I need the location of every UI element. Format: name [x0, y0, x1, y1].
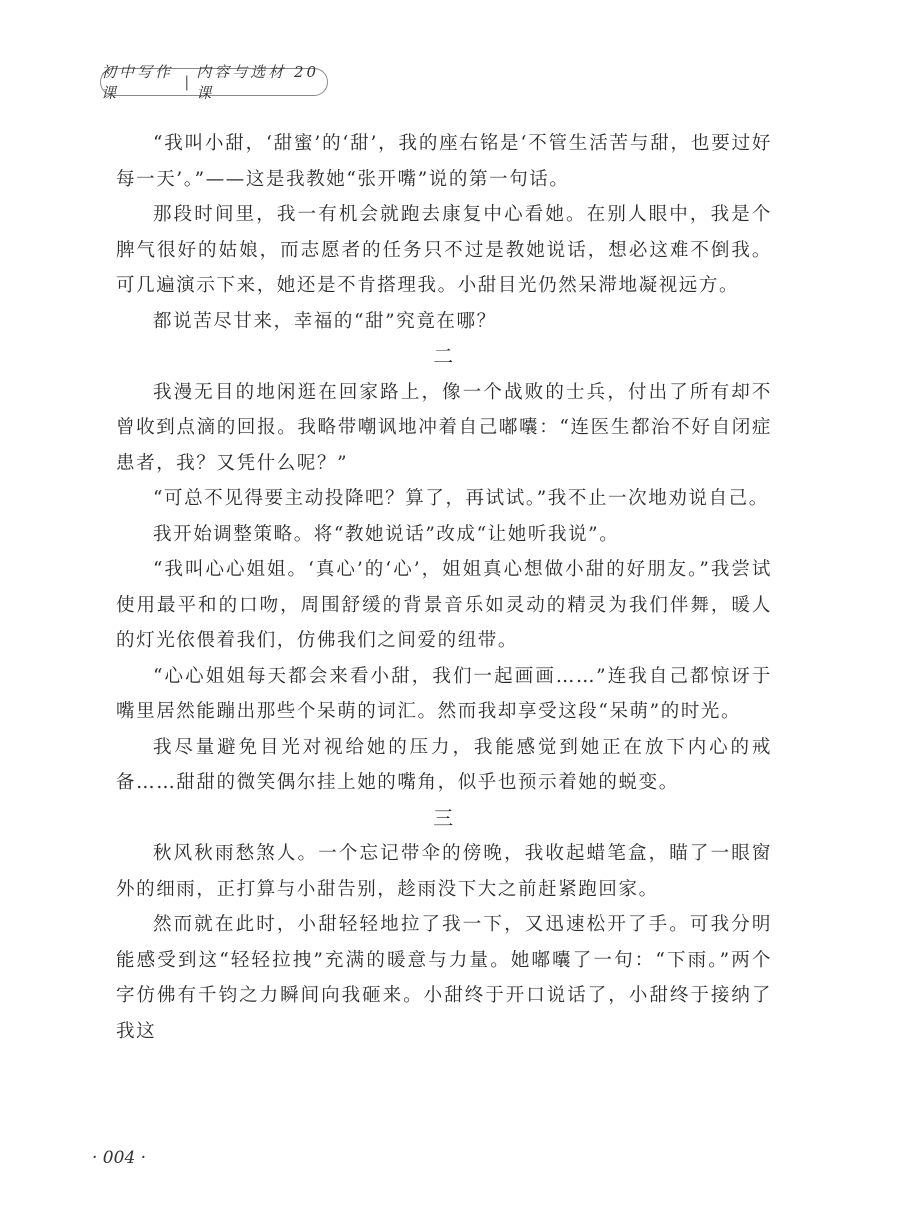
header-subtitle: 内容与选材 20 课	[196, 63, 320, 102]
paragraph: “可总不见得要主动投降吧？算了，再试试。”我不止一次地劝说自己。	[153, 488, 769, 509]
paragraph: “我叫心心姐姐。‘真心’的‘心’，姐姐真心想做小甜的好朋友。”我尝试使用最平和的口吻，周围舒缓的背景音乐如灵动的精灵为我们伴舞，暖人的灯光依偎着我们，仿佛我们之间爱的纽带。	[116, 559, 772, 651]
body-text	[116, 126, 772, 1049]
paragraph: 我开始调整策略。将“教她说话”改成“让她听我说”。	[153, 523, 620, 545]
paragraph: 那段时间里，我一有机会就跑去康复中心看她。在别人眼中，我是个脾气很好的姑娘，而志愿者的任务只不过是教她说话，想必这难不倒我。可几遍演示下来，她还是不肯搭理我。小甜目光仍然呆滞地凝视远方。	[116, 204, 772, 296]
page-number: · 004 ·	[92, 1148, 147, 1168]
paragraph: 我尽量避免目光对视给她的压力，我能感觉到她正在放下内心的戒备……甜甜的微笑偶尔挂上她的嘴角，似乎也预示着她的蜕变。	[116, 736, 772, 793]
paragraph: “心心姐姐每天都会来看小甜，我们一起画画……”连我自己都惊讶于嘴里居然能蹦出那些个呆萌的词汇。然而我却享受这段“呆萌”的时光。	[116, 665, 772, 722]
paragraph: 秋风秋雨愁煞人。一个忘记带伞的傍晚，我收起蜡笔盒，瞄了一眼窗外的细雨，正打算与小甜告别，趁雨没下大之前赶紧跑回家。	[116, 843, 772, 900]
header-separator: |	[184, 73, 193, 91]
paragraph: 都说苦尽甘来，幸福的“甜”究竟在哪？	[153, 310, 497, 332]
section-number: 二	[433, 344, 455, 368]
paragraph: 然而就在此时，小甜轻轻地拉了我一下，又迅速松开了手。可我分明能感受到这“轻轻拉拽”充满的暖意与力量。她嘟囔了一句：“下雨。”两个字仿佛有千钧之力瞬间向我砸来。小甜终于开口说话了，小甜终于接纳了我这	[116, 914, 772, 1042]
paragraph: “我叫小甜，‘甜蜜’的‘甜’，我的座右铭是‘不管生活苦与甜，也要过好每一天’。”——这是我教她“张开嘴”说的第一句话。	[116, 133, 772, 190]
header-series: 初中写作课	[101, 63, 174, 102]
section-number: 三	[433, 805, 455, 830]
paragraph: 我漫无目的地闲逛在回家路上，像一个战败的士兵，付出了所有却不曾收到点滴的回报。我略带嘲讽地冲着自己嘟囔：“连医生都治不好自闭症患者，我？又凭什么呢？”	[116, 381, 772, 474]
running-header	[100, 63, 328, 102]
